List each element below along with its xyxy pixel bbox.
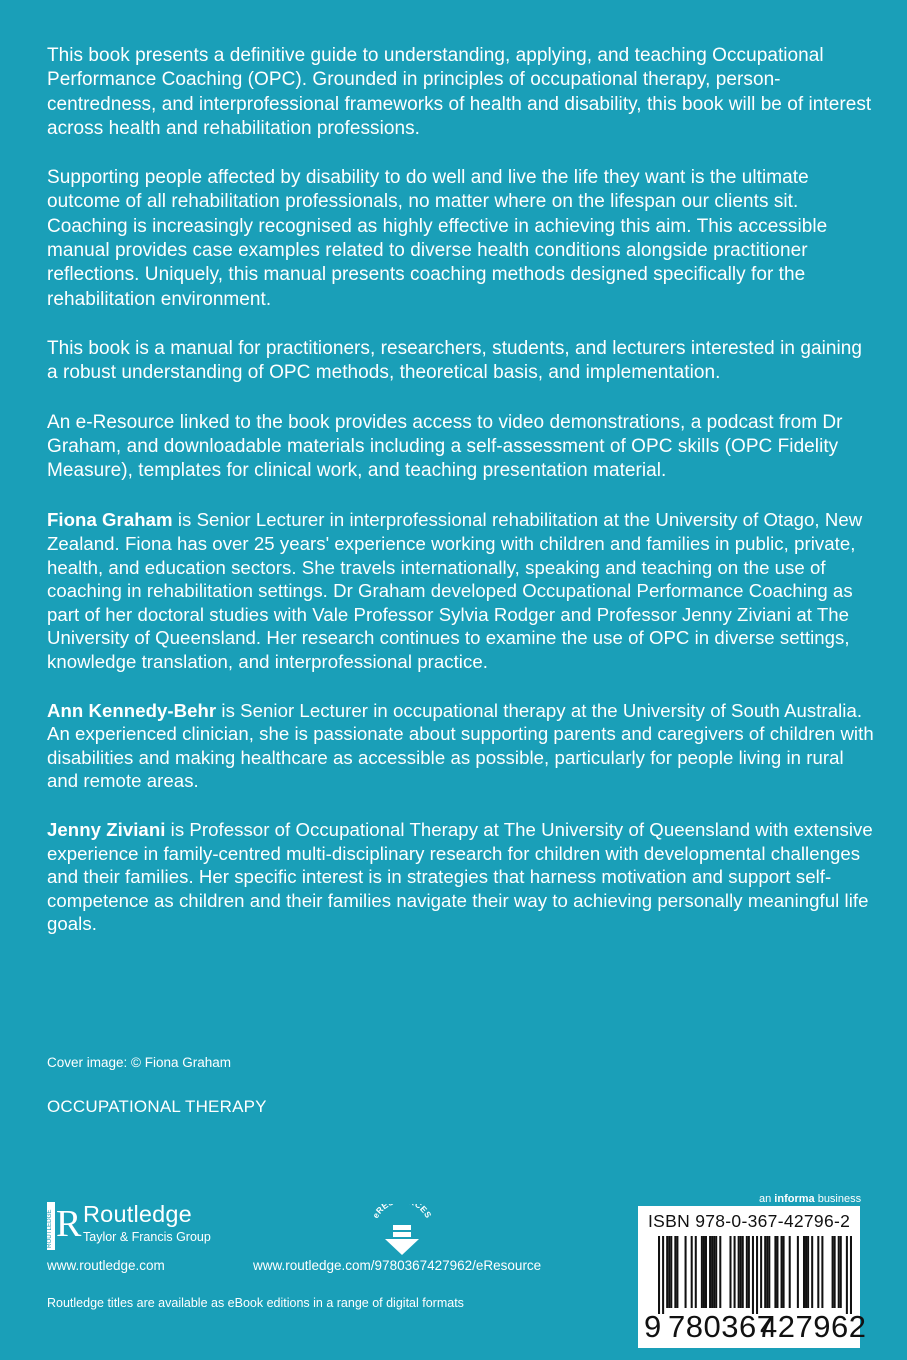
barcode-bar	[713, 1236, 715, 1308]
barcode-bar	[703, 1236, 705, 1308]
barcode-bar	[715, 1236, 717, 1308]
routledge-logo	[47, 1202, 211, 1250]
isbn-barcode-block	[638, 1206, 867, 1348]
barcode-bar	[695, 1236, 697, 1308]
routledge-r-icon	[46, 1202, 82, 1250]
barcode-bar	[817, 1236, 819, 1308]
barcode-bar	[789, 1236, 791, 1308]
barcode-bar	[674, 1236, 676, 1308]
barcode-bar	[685, 1236, 687, 1308]
barcode-bar	[803, 1236, 805, 1308]
barcode-bar	[670, 1236, 672, 1308]
barcode-digits	[638, 1309, 867, 1344]
informa-brand: informa	[774, 1193, 815, 1205]
barcode-bar	[783, 1236, 785, 1308]
barcode-bar	[676, 1236, 678, 1308]
barcode-bar	[760, 1236, 762, 1308]
barcode-bar	[811, 1236, 813, 1308]
barcode-bar	[658, 1236, 660, 1314]
author-name: Jenny Ziviani	[47, 818, 166, 840]
barcode-bar	[832, 1236, 834, 1308]
barcode-bar	[746, 1236, 748, 1308]
barcode-bar	[734, 1236, 736, 1308]
barcode-left-digits: 780367	[668, 1309, 775, 1344]
barcode-bar	[781, 1236, 783, 1308]
barcode-bar	[764, 1236, 766, 1308]
barcode-bar	[709, 1236, 711, 1308]
barcode-bar	[668, 1236, 670, 1308]
barcode-bar	[719, 1236, 721, 1308]
barcode-bar	[705, 1236, 707, 1308]
barcode-bar	[821, 1236, 823, 1308]
publisher-group: Taylor & Francis Group	[83, 1230, 211, 1244]
author-bio-text: is Professor of Occupational Therapy at The University of Queensland with extensive experience in family-centred multi-disciplinary research for children with developmental challenges and their families. Her specific interest is in strategies that harness motivation and support self-competence as children and their families navigate their way to achieving personally meaningful life goals.	[47, 818, 873, 935]
barcode-icon	[658, 1236, 852, 1314]
isbn-label: ISBN 978-0-367-42796-2	[648, 1211, 851, 1231]
barcode-bar	[766, 1236, 768, 1308]
barcode-bar	[742, 1236, 744, 1308]
barcode-bar	[774, 1236, 776, 1308]
author-bio-graham	[47, 508, 877, 673]
audience-paragraph: This book is a manual for practitioners, researchers, students, and lecturers interested in gaining a robust understanding of OPC methods, theoretical basis, and implementation.	[47, 337, 862, 384]
intro-paragraph: This book presents a definitive guide to understanding, applying, and teaching Occupational Performance Coaching (OPC). Grounded in principles of occupational therapy, person-centredness, and interprofessional frameworks of health and disability, this book will be of interest across health and rehabilitation professions.	[47, 45, 872, 139]
subject-category: OCCUPATIONAL THERAPY	[47, 1097, 267, 1116]
barcode-bar	[711, 1236, 713, 1308]
barcode-bar	[729, 1236, 731, 1308]
eresource-url-link[interactable]: www.routledge.com/9780367427962/eResource	[253, 1258, 542, 1273]
publisher-website-link[interactable]: www.routledge.com	[47, 1258, 165, 1273]
barcode-bar	[834, 1236, 836, 1308]
barcode-bar	[846, 1236, 848, 1314]
barcode-bar	[840, 1236, 842, 1308]
author-bio-text: is Senior Lecturer in occupational therapy at the University of South Australia. An experienced clinician, she is passionate about supporting parents and caregivers of children with disabilities and making healthcare as accessible as possible, particularly for people living in rural and remote areas.	[47, 699, 874, 792]
barcode-bar	[662, 1236, 664, 1314]
eresources-label: eRE CES	[370, 1204, 434, 1220]
cover-image-credit: Cover image: © Fiona Graham	[47, 1055, 232, 1070]
informa-business-tag: an informa business	[759, 1193, 862, 1205]
author-name: Fiona Graham	[47, 509, 173, 531]
purpose-paragraph: Supporting people affected by disability to do well and live the life they want is the ultimate outcome of all rehabilitation professionals, no matter where on the lifespan our clients sit. Coaching is increasingly recognised as highly effective in achieving this aim. This accessible manual provides case examples related to diverse health conditions alongside practitioner reflections. Uniquely, this manual presents coaching methods designed specifically for the rehabilitation environment.	[47, 167, 828, 310]
eresources-icon	[362, 1204, 442, 1256]
barcode-bar	[805, 1236, 807, 1308]
barcode-bar	[776, 1236, 778, 1308]
barcode-bar	[748, 1236, 750, 1308]
barcode-right-digits: 427962	[760, 1309, 867, 1344]
routledge-vertical-label: ROUTLEDGE	[46, 1209, 53, 1248]
barcode-bar	[738, 1236, 740, 1308]
blurb-text	[47, 44, 877, 961]
barcode-first-digit: 9	[644, 1309, 662, 1344]
author-bio-ziviani	[47, 818, 877, 936]
barcode-bar	[752, 1236, 754, 1314]
routledge-r-letter: R	[56, 1203, 82, 1245]
barcode-bar	[850, 1236, 852, 1314]
author-name: Ann Kennedy-Behr	[47, 699, 217, 721]
barcode-bar	[768, 1236, 770, 1308]
eresource-paragraph: An e-Resource linked to the book provides access to video demonstrations, a podcast from Dr Graham, and downloadable materials including a self-assessment of OPC skills (OPC Fidelity Measure), templates for clinical work, and teaching presentation material.	[47, 411, 843, 482]
svg-text:eRESOURCES	[370, 1204, 433, 1220]
barcode-bar	[797, 1236, 799, 1308]
author-bio-text: is Senior Lecturer in interprofessional rehabilitation at the University of Otago, New Zealand. Fiona has over 25 years' experience working with children and families in public, private, health, and education sectors. She travels internationally, speaking and teaching on the use of coaching in rehabilitation settings. Dr Graham developed Occupational Performance Coaching as part of her doctoral studies with Vale Professor Sylvia Rodger and Professor Jenny Ziviani at The University of Queensland. Her research continues to examine the use of OPC in diverse settings, knowledge translation, and interprofessional practice.	[47, 509, 863, 673]
barcode-bar	[740, 1236, 742, 1308]
barcode-bar	[666, 1236, 668, 1308]
barcode-bar	[807, 1236, 809, 1308]
barcode-bar	[691, 1236, 693, 1308]
publisher-name: Routledge	[83, 1201, 192, 1227]
author-bio-kennedy-behr	[47, 699, 877, 793]
barcode-bar	[756, 1236, 758, 1314]
barcode-bar	[838, 1236, 840, 1308]
ebook-note: Routledge titles are available as eBook editions in a range of digital formats	[47, 1296, 464, 1310]
barcode-bar	[701, 1236, 703, 1308]
